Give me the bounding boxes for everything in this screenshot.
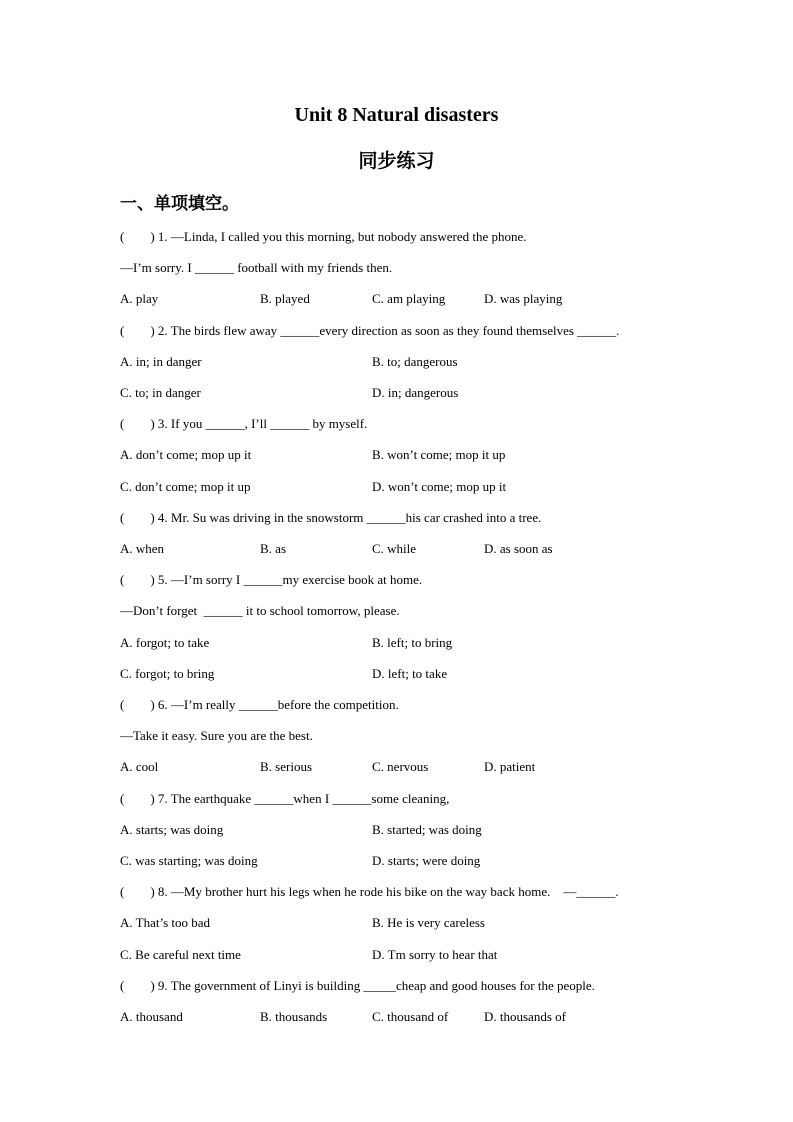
answer-option: C. to; in danger — [120, 385, 201, 400]
answer-option: D. left; to take — [372, 665, 448, 681]
answer-option: C. don’t come; mop it up — [120, 478, 251, 494]
answer-option: B. thousands — [260, 1009, 328, 1024]
answer-option: D. as soon as — [484, 541, 553, 556]
question-dialogue: —Don’t forget ______ it to school tomorrow, please. — [120, 603, 400, 619]
question-stem: ( ) 1. —Linda, I called you this morning, but nobody answered the phone. — [120, 229, 527, 244]
answer-option: A. thousand — [120, 1009, 183, 1024]
answer-option: D. in; dangerous — [372, 385, 459, 400]
answer-option: C. forgot; to bring — [120, 665, 215, 681]
question-stem: ( ) 2. The birds flew away ______every direction as soon as they found themselves ______. — [120, 322, 620, 338]
document-subtitle: 同步练习 — [358, 150, 435, 172]
answer-option: D. patient — [484, 759, 536, 775]
answer-option: B. played — [260, 291, 310, 307]
answer-option: B. He is very careless — [372, 915, 485, 931]
question-dialogue: —I’m sorry. I ______ football with my friends then. — [120, 260, 393, 276]
question-stem: ( ) 9. The government of Linyi is building _____cheap and good houses for the people. — [120, 977, 595, 993]
section-heading: 一、单项填空。 — [120, 194, 239, 214]
answer-option: D. was playing — [484, 291, 563, 307]
question-dialogue: —Take it easy. Sure you are the best. — [120, 728, 313, 744]
answer-option: C. was starting; was doing — [120, 853, 258, 868]
answer-option: A. don’t come; mop up it — [120, 447, 252, 463]
question-stem: ( ) 5. —I’m sorry I ______my exercise book at home. — [120, 572, 423, 588]
answer-option: A. forgot; to take — [120, 634, 210, 650]
question-stem: ( ) 3. If you ______, I’ll ______ by myself. — [120, 416, 368, 432]
answer-option: D. Tm sorry to hear that — [372, 946, 498, 962]
answer-option: A. cool — [120, 759, 159, 775]
answer-option: A. when — [120, 541, 165, 556]
question-stem: ( ) 7. The earthquake ______when I ______some cleaning, — [120, 790, 450, 806]
answer-option: A. play — [120, 291, 159, 307]
document-title: Unit 8 Natural disasters — [294, 104, 499, 126]
question-stem: ( ) 4. Mr. Su was driving in the snowstorm ______his car crashed into a tree. — [120, 509, 542, 525]
question-stem: ( ) 6. —I’m really ______before the competition. — [120, 697, 399, 712]
answer-option: A. in; in danger — [120, 353, 202, 369]
question-stem: ( ) 8. —My brother hurt his legs when he rode his bike on the way back home. —______. — [120, 884, 619, 900]
answer-option: C. am playing — [372, 291, 446, 307]
answer-option: D. starts; were doing — [372, 853, 481, 868]
answer-option: C. nervous — [372, 759, 429, 775]
answer-option: B. left; to bring — [372, 634, 453, 650]
answer-option: A. That’s too bad — [120, 915, 211, 931]
answer-option: A. starts; was doing — [120, 821, 224, 837]
answer-option: B. started; was doing — [372, 821, 482, 837]
answer-option: D. thousands of — [484, 1009, 566, 1024]
answer-option: B. serious — [260, 759, 312, 775]
answer-option: B. won’t come; mop it up — [372, 447, 506, 463]
answer-option: B. to; dangerous — [372, 353, 458, 369]
answer-option: B. as — [260, 541, 286, 556]
answer-option: D. won’t come; mop up it — [372, 478, 507, 494]
answer-option: C. thousand of — [372, 1009, 449, 1024]
answer-option: C. while — [372, 541, 417, 556]
answer-option: C. Be careful next time — [120, 946, 241, 962]
